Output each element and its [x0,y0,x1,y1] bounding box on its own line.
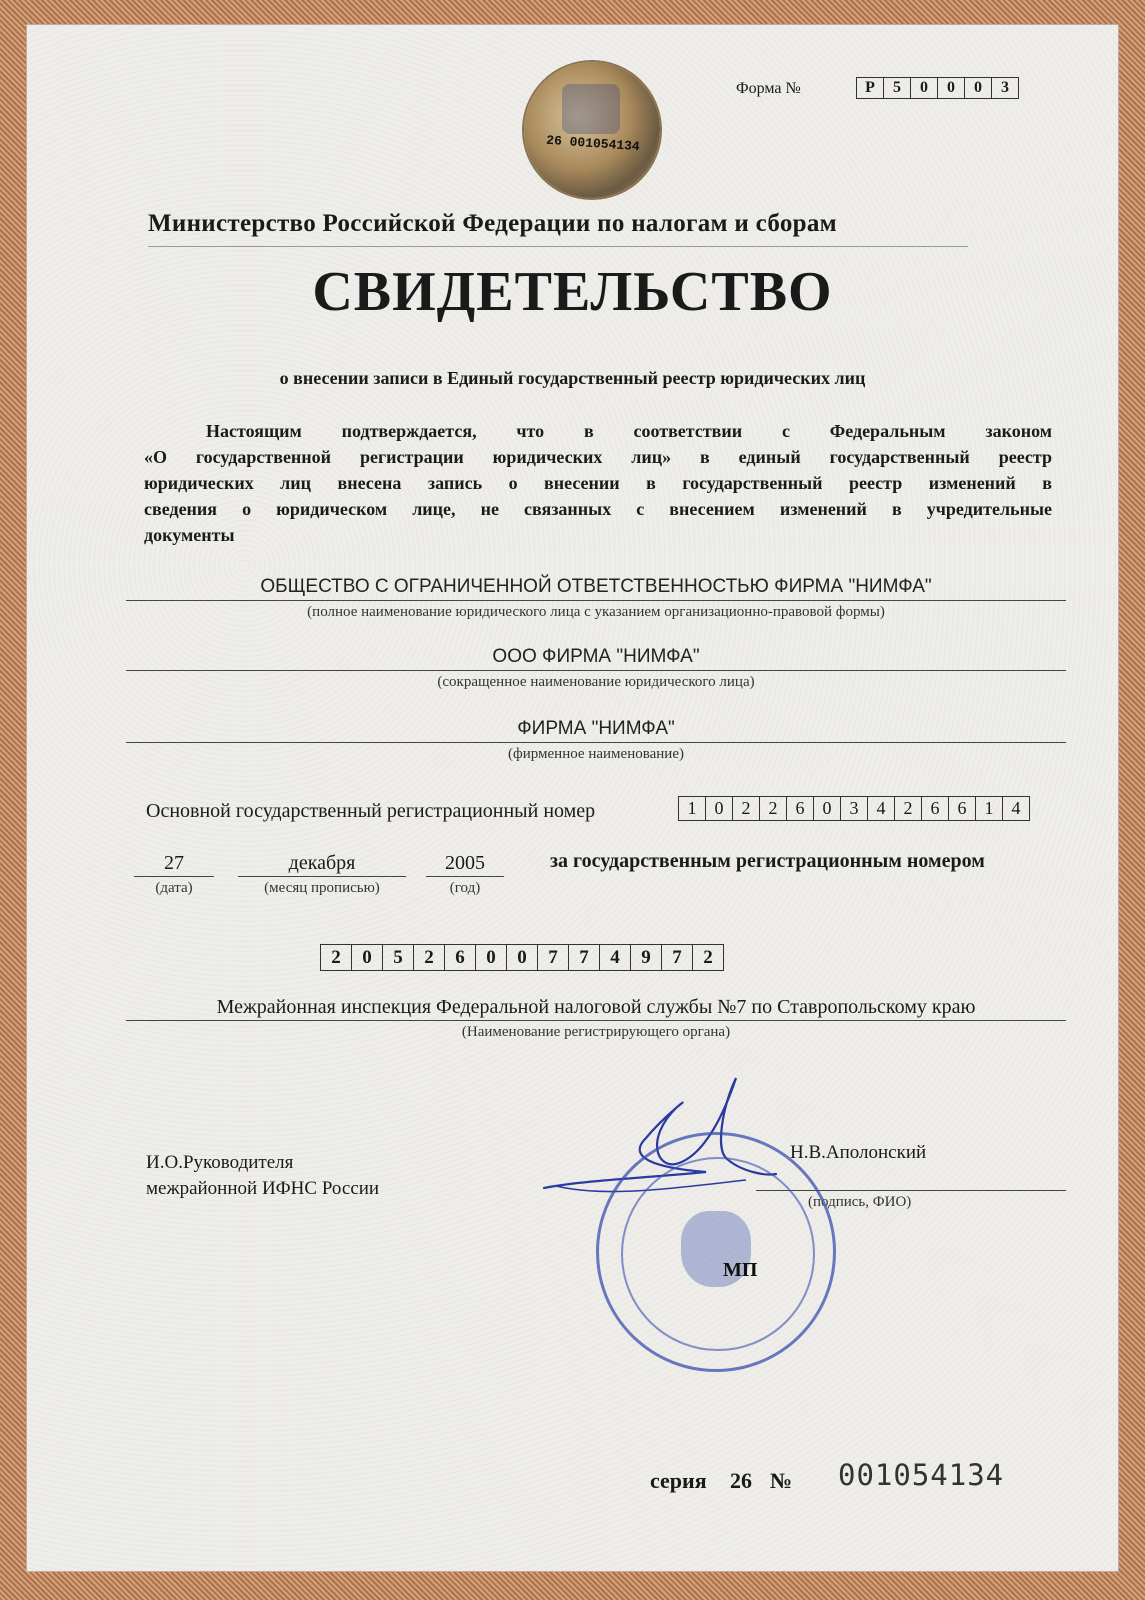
paragraph-line: документы [144,525,235,545]
grn-digit-cell: 7 [662,944,693,971]
certificate-title: СВИДЕТЕЛЬСТВО [312,261,833,323]
grn-cells [320,944,724,971]
entity-brand-name: ФИРМА "НИМФА" [517,718,675,739]
series-number: 26 [730,1468,752,1493]
grn-digit-cell: 0 [507,944,538,971]
confirmation-paragraph [144,418,1052,548]
ogrn-digit-cell: 4 [1003,796,1030,821]
ogrn-digit-cell: 4 [868,796,895,821]
authority-line [126,1020,1066,1021]
short-name-line [126,670,1066,671]
certificate-paper [26,24,1119,1572]
month-line [238,876,406,877]
hologram-emblem-icon [562,84,620,134]
ministry-name: Министерство Российской Федерации по налогам и сборам [148,210,837,237]
series-label: серия [650,1468,707,1493]
ogrn-digit-cell: 0 [706,796,733,821]
grn-digit-cell: 9 [631,944,662,971]
form-label: Форма № [736,80,801,97]
brand-name-caption: (фирменное наименование) [508,746,684,762]
ministry-underline [148,246,968,247]
date-year: 2005 [445,852,485,874]
grn-digit-cell: 7 [538,944,569,971]
ogrn-label: Основной государственный регистрационный номер [146,800,596,822]
grn-digit-cell: 4 [600,944,631,971]
ogrn-cells [678,796,1030,821]
form-code-cell: 3 [992,77,1019,99]
year-caption: (год) [449,880,481,896]
paragraph-line: Настоящим подтверждается, что в соответствии с Федеральным законом [206,421,1052,441]
certificate-number: 001054134 [838,1458,1005,1492]
signer-name: Н.В.Аполонский [790,1142,927,1163]
official-stamp [596,1132,836,1372]
form-code-cell: 0 [938,77,965,99]
ogrn-digit-cell: 6 [787,796,814,821]
signature-caption: (подпись, ФИО) [808,1194,912,1210]
grn-label: за государственным регистрационным номером [550,850,985,872]
form-code-cell: 0 [911,77,938,99]
ogrn-digit-cell: 6 [949,796,976,821]
full-name-caption: (полное наименование юридического лица с указанием организационно-правовой формы) [307,604,885,620]
entity-full-name: ОБЩЕСТВО С ОГРАНИЧЕННОЙ ОТВЕТСТВЕННОСТЬЮ ФИРМА "НИМФА" [260,576,932,597]
form-code-cell: Р [856,77,884,99]
short-name-caption: (сокращенное наименование юридического лица) [437,674,755,690]
signer-position-line1: И.О.Руководителя [146,1152,294,1173]
paragraph-line: сведения о юридическом лице, не связанных с внесением изменений в учредительные [144,499,1052,519]
grn-digit-cell: 2 [693,944,724,971]
entity-short-name: ООО ФИРМА "НИМФА" [492,646,700,667]
day-line [134,876,214,877]
ogrn-digit-cell: 2 [760,796,787,821]
grn-digit-cell: 7 [569,944,600,971]
date-month: декабря [288,852,356,874]
hologram-number: 26 001054134 [545,132,641,155]
full-name-line [126,600,1066,601]
form-code-cell: 0 [965,77,992,99]
form-code-cells [856,77,1019,99]
signer-position-line2: межрайонной ИФНС России [146,1178,380,1199]
ogrn-digit-cell: 1 [976,796,1003,821]
grn-digit-cell: 2 [414,944,445,971]
ogrn-digit-cell: 6 [922,796,949,821]
grn-digit-cell: 0 [352,944,383,971]
authority-name: Межрайонная инспекция Федеральной налоговой службы №7 по Ставропольскому краю [216,996,976,1018]
stamp-mark: МП [723,1259,758,1281]
certificate-subtitle: о внесении записи в Единый государственный реестр юридических лиц [279,368,866,388]
form-code-cell: 5 [884,77,911,99]
paragraph-line: «О государственной регистрации юридических лиц» в единый государственный реестр [144,447,1052,467]
ogrn-digit-cell: 1 [678,796,706,821]
day-caption: (дата) [155,880,193,896]
date-day: 27 [164,852,184,874]
paragraph-line: юридических лиц внесена запись о внесении в государственный реестр изменений в [144,473,1052,493]
number-sign: № [770,1468,793,1493]
grn-digit-cell: 2 [320,944,352,971]
month-caption: (месяц прописью) [264,880,380,896]
brand-name-line [126,742,1066,743]
ogrn-digit-cell: 3 [841,796,868,821]
grn-digit-cell: 0 [476,944,507,971]
hologram-seal [524,62,660,198]
ogrn-digit-cell: 2 [895,796,922,821]
authority-caption: (Наименование регистрирующего органа) [461,1024,731,1040]
ogrn-digit-cell: 0 [814,796,841,821]
ogrn-digit-cell: 2 [733,796,760,821]
year-line [426,876,504,877]
grn-digit-cell: 6 [445,944,476,971]
grn-digit-cell: 5 [383,944,414,971]
